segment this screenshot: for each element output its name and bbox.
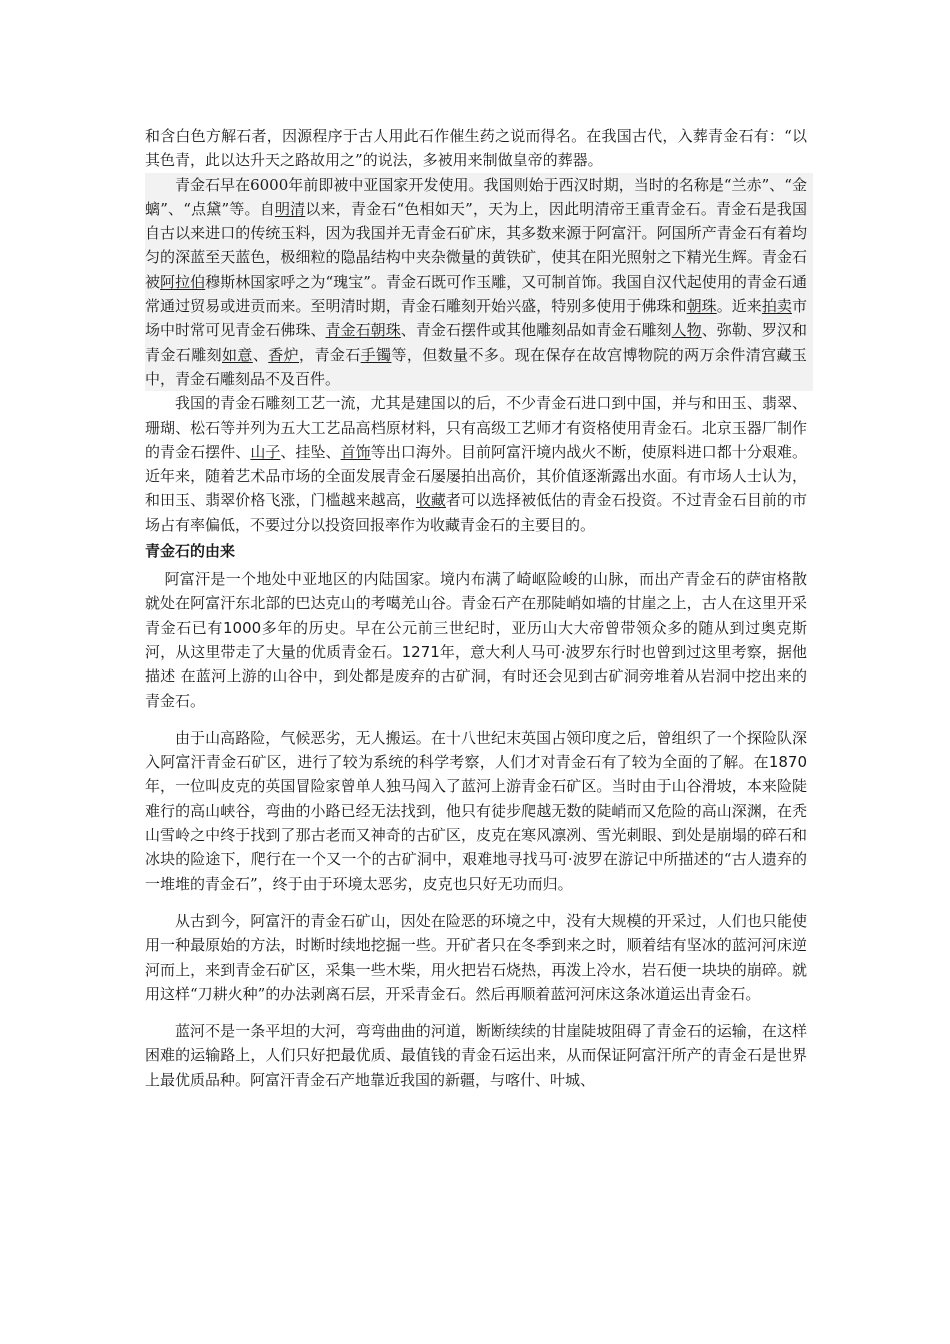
paragraph-text: 等，但数量不多。现在保存在故宫博物院的两万余件清宫藏玉中，青金石雕刻品不及百件。 — [145, 345, 807, 388]
paragraph-text: 穆斯林国家呼之为“瑰宝”。青金石既可作玉雕，又可制首饰。我国自汉代起使用的青金石通常通过贸易或进贡而来。至明清时期，青金石雕刻开始兴盛，特别多使用于佛珠和 — [145, 272, 807, 316]
paragraph-expedition — [145, 726, 807, 896]
paragraph-intro-continuation — [145, 124, 807, 173]
paragraph-text: 者可以选择被低估的青金石投资。不过青金石目前的市场占有率偏低，不要过分以投资回报率作为收藏青金石的主要目的。 — [145, 491, 807, 534]
link-mingqing[interactable]: 明清 — [274, 199, 306, 218]
link-arab[interactable]: 阿拉伯 — [160, 272, 206, 291]
section-heading: 青金石的由来 — [145, 542, 236, 561]
paragraph-text: 等出口海外。目前阿富汗境内战火不断，使原料进口都十分艰难。近年来，随着艺术品市场的全面发展青金石屡屡拍出高价，其价值逐渐露出水面。有市场人士认为，和田玉、翡翠价格飞涨，门槛越来越高， — [145, 442, 807, 510]
paragraph-text: 、青金石摆件或其他雕刻品如青金石雕刻 — [400, 321, 672, 340]
paragraph-craft — [145, 391, 807, 537]
paragraph-text: 年，意大利人马可·波罗东行时也曾到过这里考察，据他描述 在蓝河上游的山谷中，到处都是废弃的古矿洞，有时还会见到古矿洞旁堆着从岩洞中挖出来的青金石。 — [145, 642, 807, 710]
link-jewelry[interactable]: 首饰 — [340, 442, 371, 461]
paragraph-text: 年，一位叫皮克的英国冒险家曾单人独马闯入了蓝河上游青金石矿区。当时由于山谷滑坡，本来险陡难行的高山峡谷，弯曲的小路已经无法找到，他只有徒步爬越无数的陡峭而又危险的高山深渊，在秃山雪岭之中终于找到了那古老而又神奇的古矿区，皮克在寒风凛冽、雪光刺眼、到处是崩塌的碎石和冰块的险途下，爬行在一个又一个的古矿洞中，艰难地寻找马可·波罗在游记中所描述的“古人遗弃的一堆堆的青金石”，终于由于环境太恶劣，皮克也只好无功而归。 — [145, 777, 807, 893]
number: 1870 — [768, 753, 807, 772]
paragraph-text: 我国的青金石雕刻工艺一流，尤其是建国以的后，不少青金石进口到中国，并与和田玉、翡翠、珊瑚、松石等并列为五大工艺品高档原材料，只有高级工艺师才有资格使用青金石。北京玉器厂制作的青金石摆件、 — [145, 394, 807, 461]
paragraph-history — [145, 173, 813, 392]
link-chaozhu[interactable]: 朝珠 — [686, 297, 717, 316]
number: 1271 — [401, 642, 440, 661]
link-auction[interactable]: 拍卖 — [761, 297, 792, 316]
link-figures[interactable]: 人物 — [671, 321, 702, 340]
link-censer[interactable]: 香炉 — [268, 345, 300, 364]
link-collection[interactable]: 收藏 — [415, 491, 446, 510]
document-page — [145, 124, 807, 1092]
paragraph-text: 、 — [252, 345, 269, 364]
link-bracelet[interactable]: 手镯 — [360, 345, 392, 364]
paragraph-text: 。近来 — [716, 297, 762, 316]
paragraph-text: ，青金石 — [299, 345, 361, 364]
paragraph-origin — [145, 567, 807, 713]
paragraph-text: 青金石早在6000年前即被中亚国家开发使用。我国则始于西汉时期，当时的名称是“兰赤”、“金螭”、“点黛”等。自 — [145, 175, 807, 218]
paragraph-text: 多年的历史。早在公元前三世纪时，亚历山大大帝曾带领众多的随从到过奥克斯河，从这里带走了大量的优质青金石。 — [145, 618, 807, 661]
number: 1000 — [222, 618, 262, 637]
paragraph-text: 由于山高路险，气候恶劣，无人搬运。在十八世纪末英国占领印度之后，曾组织了一个探险队深入阿富汗青金石矿区，进行了较为系统的科学考察，人们才对青金石有了较为全面的了解。在 — [145, 728, 807, 772]
paragraph-text: 、弥勒、罗汉和青金石雕刻 — [145, 321, 807, 364]
paragraph-mining — [145, 909, 807, 1006]
paragraph-text: 以来，青金石“色相如天”，天为上，因此明清帝王重青金石。青金石是我国自古以来进口的传统玉料，因为我国并无青金石矿床，其多数来源于阿富汗。阿国所产青金石有着均匀的深蓝至天蓝色，极细粒的隐晶结构中夹杂微量的黄铁矿，使其在阳光照射之下精光生辉。青金石被 — [145, 199, 807, 291]
paragraph-text: 蓝河不是一条平坦的大河，弯弯曲曲的河道，断断续续的甘崖陡坡阻碍了青金石的运输，在这样困难的运输路上，人们只好把最优质、最值钱的青金石运出来，从而保证阿富汗所产的青金石是世界上最优质品种。阿富汗青金石产地靠近我国的新疆，与喀什、叶城、 — [145, 1022, 807, 1089]
paragraph-transport — [145, 1019, 807, 1092]
paragraph-text: 阿富汗是一个地处中亚地区的内陆国家。境内布满了崎岖险峻的山脉，而出产青金石的萨宙格散就处在阿富汗东北部的巴达克山的考噶羌山谷。青金石产在那陡峭如墙的甘崖之上，古人在这里开采青金石已有 — [145, 570, 807, 637]
link-shanzi[interactable]: 山子 — [250, 442, 281, 461]
link-lapis-chaozhu[interactable]: 青金石朝珠 — [325, 321, 401, 340]
paragraph-text: 市场中时常可见青金石佛珠、 — [145, 297, 807, 340]
paragraph-text: 和含白色方解石者，因源程序于古人用此石作催生药之说而得名。在我国古代，入葬青金石有：“以其色青，此以达升天之路故用之”的说法，多被用来制做皇帝的葬器。 — [145, 127, 807, 170]
paragraph-text: 从古到今，阿富汗的青金石矿山，因处在险恶的环境之中，没有大规模的开采过，人们也只能使用一种最原始的方法，时断时续地挖掘一些。开矿者只在冬季到来之时，顺着结有坚冰的蓝河河床逆河而上，来到青金石矿区，采集一些木柴，用火把岩石烧热，再泼上冷水，岩石便一块块的崩碎。就用这样“刀耕火种”的办法剥离石层，开采青金石。然后再顺着蓝河河床这条冰道运出青金石。 — [145, 911, 807, 1003]
link-ruyi[interactable]: 如意 — [222, 345, 253, 364]
paragraph-text: 、挂坠、 — [280, 442, 341, 461]
